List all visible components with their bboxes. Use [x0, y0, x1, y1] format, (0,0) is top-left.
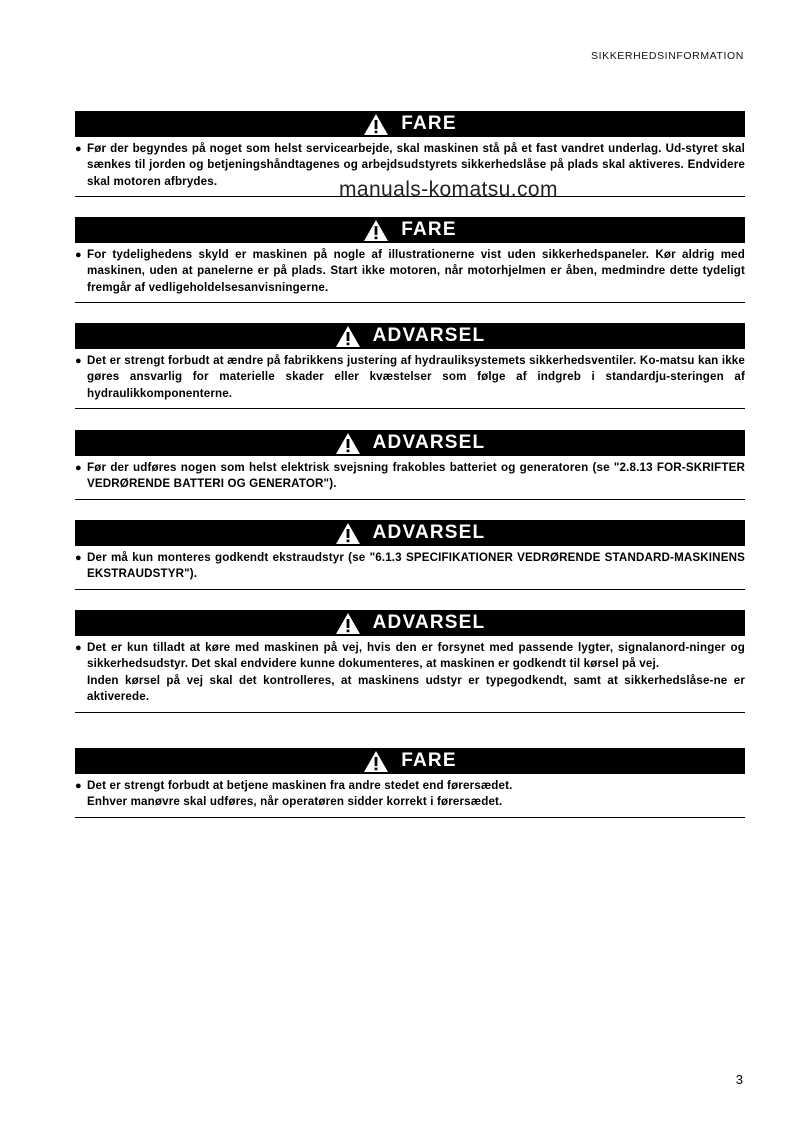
safety-notice-advarsel [75, 610, 745, 713]
signal-word-banner [75, 520, 745, 546]
page-header-title: SIKKERHEDSINFORMATION [590, 50, 744, 62]
bullet-icon: ● [75, 462, 82, 474]
safety-notice-advarsel [75, 520, 745, 590]
notice-text-line: Der må kun monteres godkendt ekstraudstyr (se "6.1.3 SPECIFIKATIONER VEDRØRENDE STANDARD-MASKINENS EKSTRAUDSTYR"). [87, 551, 745, 581]
signal-word: ADVARSEL [372, 325, 486, 346]
signal-word-banner [75, 748, 745, 774]
bullet-icon: ● [75, 249, 82, 261]
signal-word: ADVARSEL [372, 522, 486, 543]
notice-text-line: Det er strengt forbudt at ændre på fabrikkens justering af hydrauliksystemets sikkerhedsventiler. Ko-matsu kan ikke gøres ansvarlig for materielle skader eller kvæstelser som følge af indgreb i standardju-steringen af hydraulikkomponenterne. [87, 354, 745, 400]
notice-text-line: Inden kørsel på vej skal det kontrolleres, at maskinens udstyr er typegodkendt, samt at sikkerhedslåse-ne er aktiverede. [87, 673, 745, 704]
notice-text-line: Før der begyndes på noget som helst servicearbejde, skal maskinen stå på et fast vandret underlag. Ud-styret skal sænkes til jorden og betjeningshåndtagenes og arbejdsudstyrets sikkerhedslåse på plads skal aktiveres. Endvidere skal motoren afbrydes. [87, 142, 745, 188]
bullet-icon: ● [75, 780, 82, 792]
notice-text-line: Før der udføres nogen som helst elektrisk svejsning frakobles batteriet og generatoren (se "2.8.13 FOR-SKRIFTER VEDRØRENDE BATTERI OG GENERATOR"). [87, 461, 745, 491]
warning-triangle-icon [335, 325, 361, 348]
bullet-icon: ● [75, 552, 82, 564]
signal-word: FARE [401, 113, 457, 134]
safety-notice-advarsel [75, 323, 745, 409]
notice-text [75, 546, 745, 589]
signal-word-banner [75, 610, 745, 636]
notice-text-line: Det er kun tilladt at køre med maskinen på vej, hvis den er forsynet med passende lygter, signalanord-ninger og sikkerhedsudstyr. Det skal endvidere kunne dokumenteres, at maskinen er godkendt til kørsel på vej. [87, 641, 745, 671]
warning-triangle-icon [335, 432, 361, 455]
signal-word-banner [75, 111, 745, 137]
warning-triangle-icon [363, 113, 389, 136]
warning-triangle-icon [363, 750, 389, 773]
safety-notice-advarsel [75, 430, 745, 500]
bullet-icon: ● [75, 642, 82, 654]
watermark: manuals-komatsu.com [339, 178, 558, 201]
page-number: 3 [735, 1072, 743, 1087]
notice-text [75, 456, 745, 499]
notice-text-line: Enhver manøvre skal udføres, når operatøren sidder korrekt i førersædet. [87, 795, 503, 809]
signal-word: ADVARSEL [372, 432, 486, 453]
safety-notice-fare [75, 748, 745, 818]
warning-triangle-icon [335, 612, 361, 635]
safety-notice-fare [75, 217, 745, 303]
notice-text [75, 636, 745, 712]
signal-word: ADVARSEL [372, 612, 486, 633]
notice-text [75, 243, 745, 302]
warning-triangle-icon [335, 522, 361, 545]
notice-text [75, 349, 745, 408]
bullet-icon: ● [75, 355, 82, 367]
notice-text [75, 774, 745, 817]
signal-word-banner [75, 323, 745, 349]
signal-word: FARE [401, 750, 457, 771]
notice-text-line: Det er strengt forbudt at betjene maskinen fra andre stedet end førersædet. [87, 779, 513, 792]
warning-triangle-icon [363, 219, 389, 242]
signal-word-banner [75, 430, 745, 456]
notice-text-line: For tydelighedens skyld er maskinen på nogle af illustrationerne vist uden sikkerhedspaneler. Kør aldrig med maskinen, uden at panelerne er på plads. Start ikke motoren, når motorhjelmen er åben, medmindre dette tydeligt fremgår af vedligeholdelsesanvisningerne. [87, 248, 745, 294]
signal-word-banner [75, 217, 745, 243]
bullet-icon: ● [75, 143, 82, 155]
signal-word: FARE [401, 219, 457, 240]
